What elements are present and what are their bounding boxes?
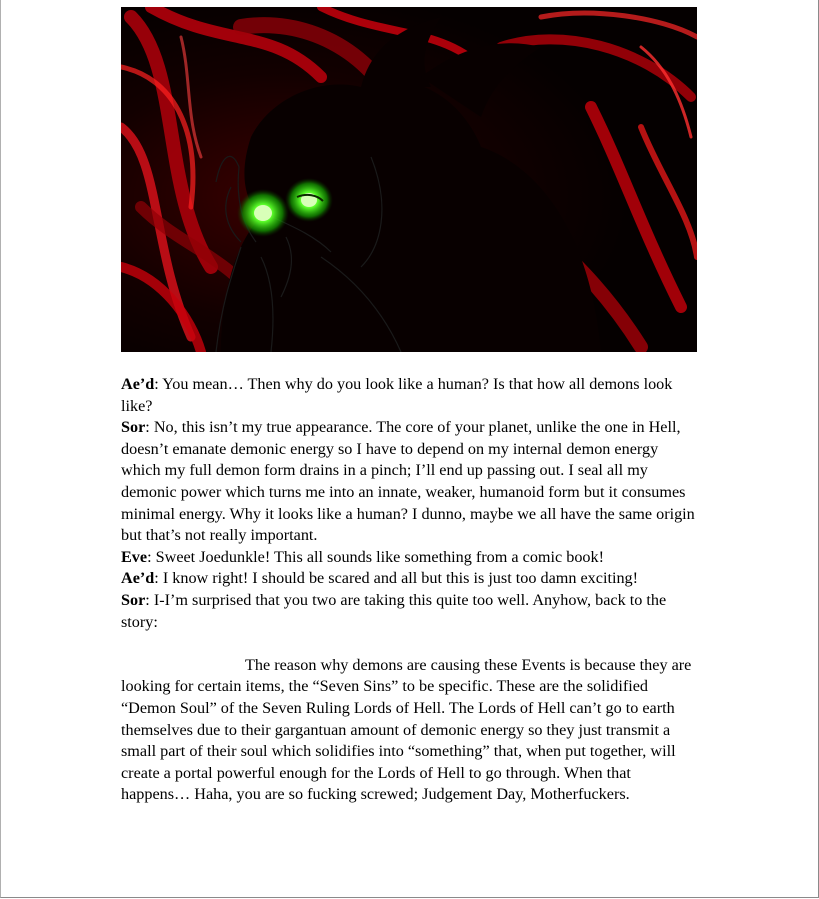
demon-illustration-art (121, 7, 697, 352)
dialogue-line (121, 417, 699, 547)
dialogue-text: : I-I’m surprised that you two are taking this quite too well. Anyhow, back to the story: (121, 590, 667, 631)
dialogue-line (121, 374, 699, 417)
speaker-name: Ae’d (121, 569, 155, 588)
speaker-name: Sor (121, 590, 146, 609)
dialogue-line (121, 590, 699, 633)
demon-illustration (121, 7, 697, 352)
speaker-name: Sor (121, 418, 146, 437)
dialogue-text: : Sweet Joedunkle! This all sounds like something from a comic book! (147, 547, 605, 566)
story-text (121, 374, 699, 806)
paragraph-gap (121, 633, 699, 655)
dialogue-line (121, 568, 699, 590)
speaker-name: Eve (121, 547, 148, 566)
speaker-name: Ae’d (121, 375, 155, 393)
dialogue-text: : You mean… Then why do you look like a human? Is that how all demons look like? (121, 375, 673, 415)
dialogue-line (121, 547, 699, 569)
dialogue-text: : No, this isn’t my true appearance. The core of your planet, unlike the one in Hell, doesn’t emanate demonic energy so I have to depend on my internal demon energy which my full demon form drains in a pinch; I’ll end up passing out. I seal all my demonic power which turns me into an innate, weaker, humanoid form but it consumes minimal energy. Why it looks like a human? I dunno, maybe we all have the same origin but that’s not really important. (121, 418, 695, 545)
dialogue-text: : I know right! I should be scared and all but this is just too damn exciting! (154, 569, 639, 588)
story-paragraph: The reason why demons are causing these Events is because they are looking for certain items, the “Seven Sins” to be specific. These are the solidified “Demon Soul” of the Seven Ruling Lords of Hell. The Lords of Hell can’t go to earth themselves due to their gargantuan amount of demonic energy so they just transmit a small part of their soul which solidifies into “something” that, when put together, will create a portal powerful enough for the Lords of Hell to go through. When that happens… Haha, you are so fucking screwed; Judgement Day, Motherfuckers. (121, 655, 692, 804)
